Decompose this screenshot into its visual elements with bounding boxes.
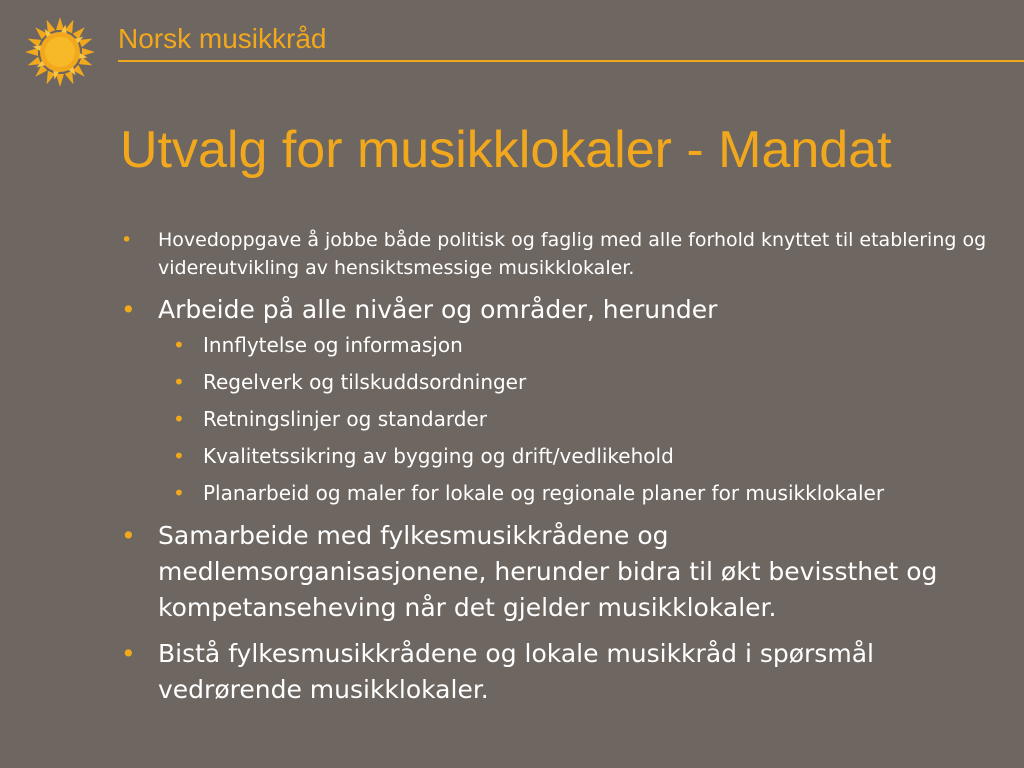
sub-bullet-text: Planarbeid og maler for lokale og regionale planer for musikklokaler — [203, 481, 885, 505]
org-name: Norsk musikkråd — [118, 23, 327, 54]
slide-content — [118, 226, 998, 718]
sub-bullet-text: Retningslinjer og standarder — [203, 407, 487, 431]
bullet-list — [118, 226, 998, 708]
list-item — [118, 636, 998, 708]
sub-list-item — [158, 404, 998, 434]
sun-logo-icon — [24, 16, 96, 88]
sub-list-item — [158, 367, 998, 397]
sub-list-item — [158, 441, 998, 471]
bullet-text: Samarbeide med fylkesmusikkrådene og medlemsorganisasjonene, herunder bidra til økt bevissthet og kompetanseheving når det gjelder musikklokaler. — [158, 521, 938, 622]
bullet-dot-icon: • — [121, 639, 136, 668]
bullet-dot-icon: • — [173, 333, 185, 357]
slide-title: Utvalg for musikklokaler - Mandat — [120, 121, 892, 179]
bullet-dot-icon: • — [121, 295, 136, 324]
bullet-dot-icon: • — [121, 229, 133, 251]
sub-bullet-list — [158, 330, 998, 508]
bullet-dot-icon: • — [173, 370, 185, 394]
sub-bullet-text: Regelverk og tilskuddsordninger — [203, 370, 527, 394]
bullet-dot-icon: • — [173, 481, 185, 505]
list-item — [118, 226, 998, 282]
bullet-dot-icon: • — [173, 444, 185, 468]
sub-list-item — [158, 330, 998, 360]
list-item — [118, 292, 998, 508]
bullet-text: Bistå fylkesmusikkrådene og lokale musikkråd i spørsmål vedrørende musikklokaler. — [158, 639, 874, 704]
sub-bullet-text: Innflytelse og informasjon — [203, 333, 463, 357]
sub-list-item — [158, 478, 998, 508]
bullet-text: Arbeide på alle nivåer og områder, herunder — [158, 295, 718, 324]
bullet-dot-icon: • — [121, 521, 136, 550]
sub-bullet-text: Kvalitetssikring av bygging og drift/vedlikehold — [203, 444, 674, 468]
list-item — [118, 518, 998, 626]
bullet-text: Hovedoppgave å jobbe både politisk og faglig med alle forhold knyttet til etablering og videreutvikling av hensiktsmessige musikklokaler. — [158, 229, 987, 279]
header-divider — [118, 60, 1024, 62]
bullet-dot-icon: • — [173, 407, 185, 431]
